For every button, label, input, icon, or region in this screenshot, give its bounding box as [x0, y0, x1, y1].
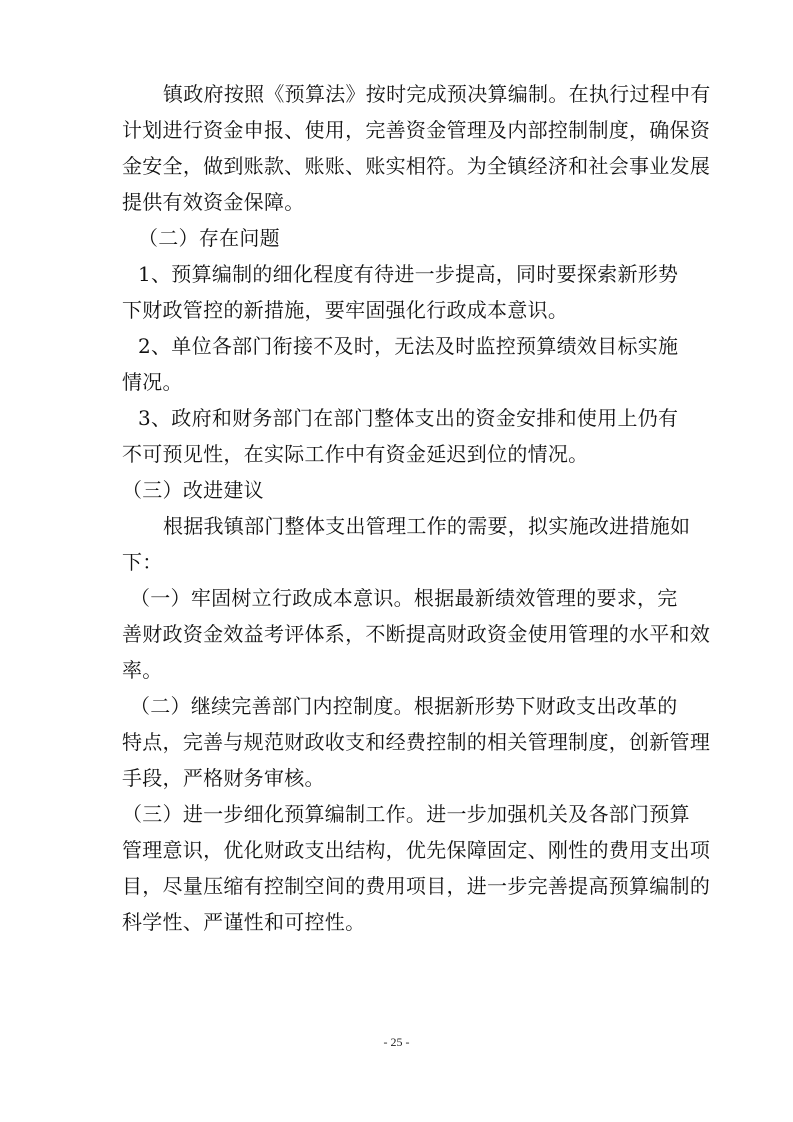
section-heading: （二）存在问题 [138, 226, 280, 250]
text-line: （二）继续完善部门内控制度。根据新形势下财政支出改革的 [130, 694, 678, 718]
text-line: 率。 [122, 658, 163, 682]
text-line: 特点，完善与规范财政收支和经费控制的相关管理制度，创新管理 [122, 730, 711, 754]
text-line: 下： [122, 550, 163, 574]
text-line: 情况。 [122, 370, 183, 394]
text-line: 不可预见性，在实际工作中有资金延迟到位的情况。 [122, 442, 589, 466]
text-line: 3、政府和财务部门在部门整体支出的资金安排和使用上仍有 [138, 406, 679, 430]
text-line: 科学性、严谨性和可控性。 [122, 910, 366, 934]
text-line: 根据我镇部门整体支出管理工作的需要，拟实施改进措施如 [163, 514, 691, 538]
text-line: 1、预算编制的细化程度有待进一步提高，同时要探索新形势 [138, 262, 679, 286]
text-line: 目，尽量压缩有控制空间的费用项目，进一步完善提高预算编制的 [122, 874, 711, 898]
text-line: 金安全，做到账款、账账、账实相符。为全镇经济和社会事业发展 [122, 154, 711, 178]
text-line: 2、单位各部门衔接不及时，无法及时监控预算绩效目标实施 [138, 334, 679, 358]
text-line: 手段，严格财务审核。 [122, 766, 325, 790]
text-line: 下财政管控的新措施，要牢固强化行政成本意识。 [122, 298, 569, 322]
page-number: - 25 - [383, 1035, 410, 1049]
text-line: 提供有效资金保障。 [122, 190, 305, 214]
section-heading: （三）改进建议 [122, 478, 264, 502]
text-line: 管理意识，优化财政支出结构，优先保障固定、刚性的费用支出项 [122, 838, 711, 862]
text-line: 计划进行资金申报、使用，完善资金管理及内部控制制度，确保资 [122, 118, 711, 142]
text-line: （三）进一步细化预算编制工作。进一步加强机关及各部门预算 [122, 802, 690, 826]
text-line: 善财政资金效益考评体系，不断提高财政资金使用管理的水平和效 [122, 622, 711, 646]
text-line: 镇政府按照《预算法》按时完成预决算编制。在执行过程中有 [163, 82, 711, 106]
text-line: （一）牢固树立行政成本意识。根据最新绩效管理的要求，完 [130, 586, 678, 610]
